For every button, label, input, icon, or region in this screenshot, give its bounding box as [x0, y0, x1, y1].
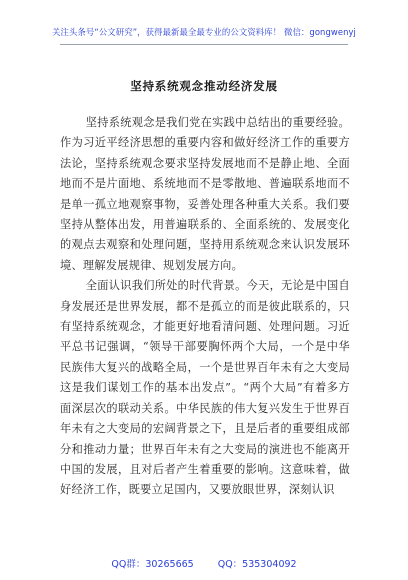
paragraph-2: 全面认识我们所处的时代背景。今天，无论是中国自身发展还是世界发展，都不是孤立的而是彼此联系的，只有坚持系统观念，才能更好地看清问题、处理问题。习近平总书记强调，“领导干部要胸怀两个大局，一个是中华民族伟大复兴的战略全局，一个是世界百年未有之大变局这是我们谋划工作的基本出发点”。“两个大局”有着多方面深层次的联动关系。中华民族的伟大复兴发生于世界百年未有之大变局的宏阔背景之下，且是后者的重要组成部分和推动力量；世界百年未有之大变局的演进也不能离开中国的发展，且对后者产生着重要的影响。这意味着，做好经济工作，既要立足国内，又要放眼世界，深刻认识 — [60, 279, 350, 497]
paragraph-1: 坚持系统观念是我们党在实践中总结出的重要经验。作为习近平经济思想的重要内容和做好经济工作的重要方法论，坚持系统观念要求坚持发展地而不是静止地、全面地而不是片面地、系统地而不是零散地、普遍联系地而不是单一孤立地观察事物，妥善处理各种重大关系。我们要坚持从整体出发，用普遍联系的、全面系统的、发展变化的观点去观察和处理问题，坚持用系统观念来认识发展环境、理解发展规律、规划发展方向。 — [60, 116, 350, 272]
header-note: 关注头条号“公文研究”，获得最新最全最专业的公文资料库！ 微信：gongwenyj — [52, 27, 356, 37]
document-title: 坚持系统观念推动经济发展 — [130, 79, 278, 93]
footer-contact — [0, 556, 408, 570]
document-body — [60, 113, 350, 501]
footer-qq-group: QQ群：30265665 — [111, 559, 194, 570]
footer-qq: QQ：535304092 — [217, 559, 297, 570]
header-divider — [60, 44, 348, 45]
